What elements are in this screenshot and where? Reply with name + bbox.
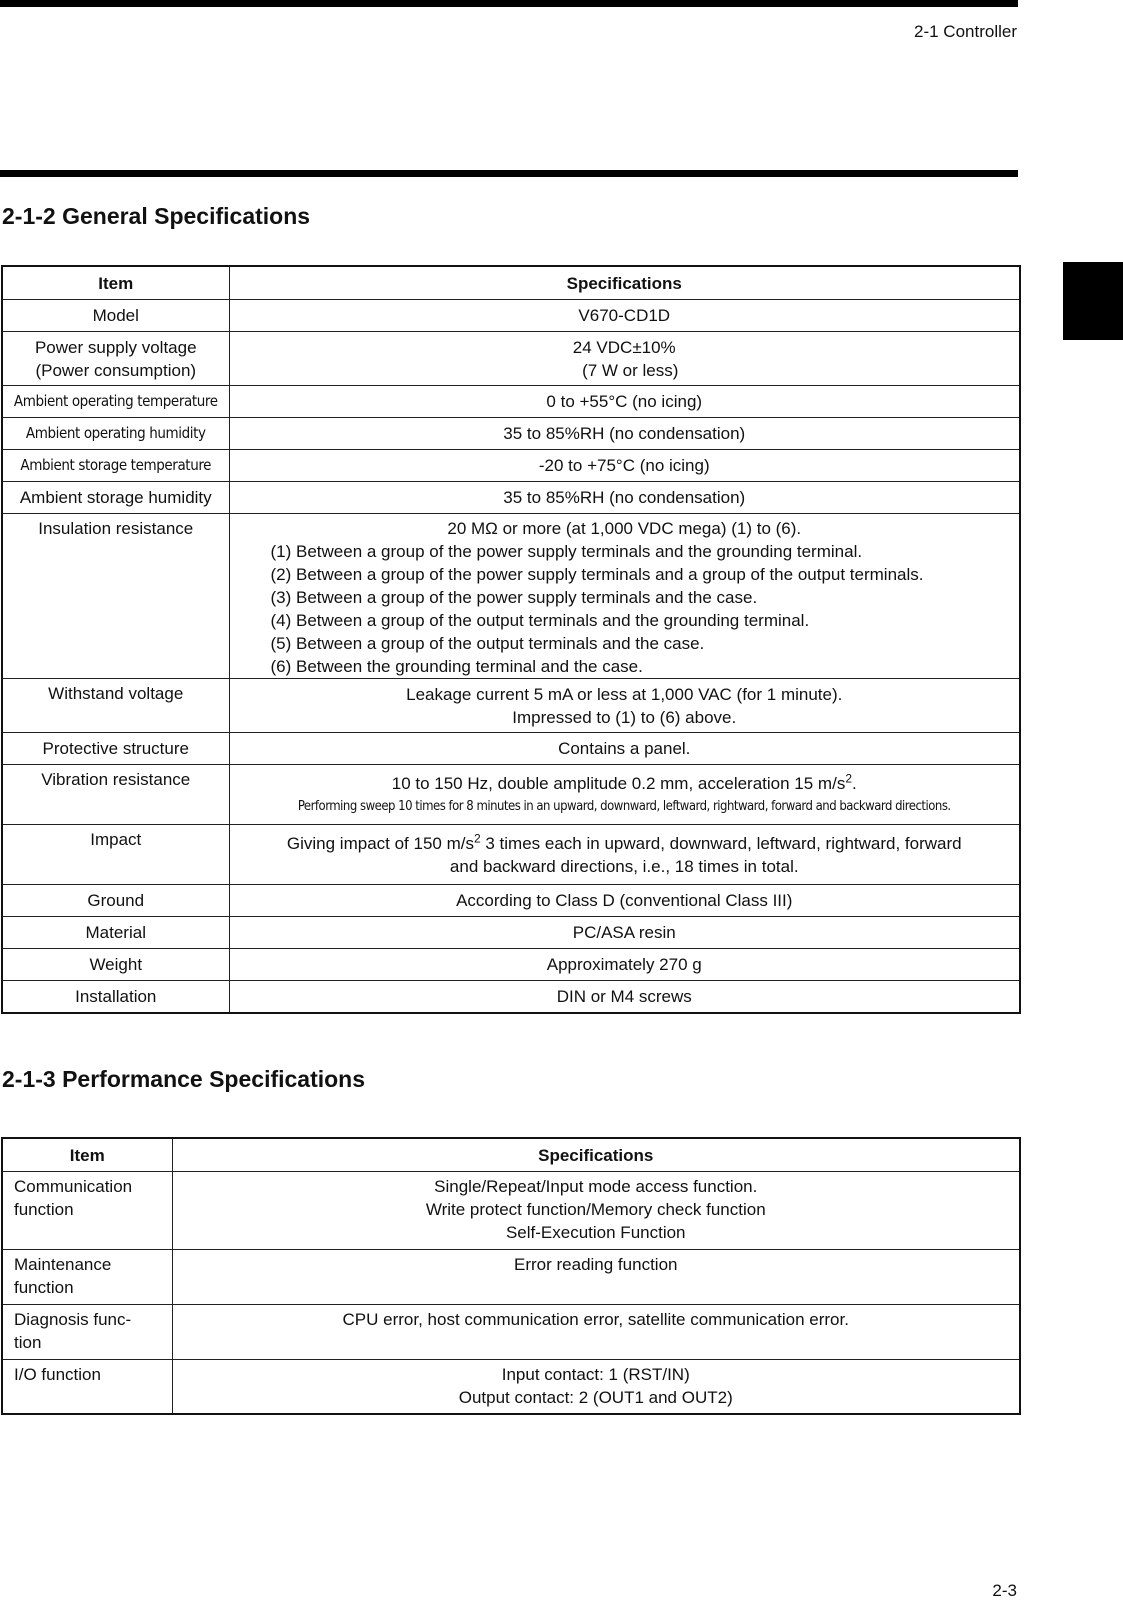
row-spec: 35 to 85%RH (no condensation) xyxy=(229,482,1020,514)
row-spec: 35 to 85%RH (no condensation) xyxy=(229,418,1020,450)
row-item: Ground xyxy=(2,885,229,917)
row-item-line: Diagnosis func- xyxy=(14,1310,132,1329)
table-row xyxy=(2,825,1020,885)
row-spec: 0 to +55°C (no icing) xyxy=(229,386,1020,418)
table-header-row xyxy=(2,1138,1020,1172)
list-item: (1) Between a group of the power supply terminals and the grounding terminal. xyxy=(270,542,863,561)
table-row xyxy=(2,1172,1020,1250)
insulation-list xyxy=(230,540,1020,678)
row-spec: Error reading function xyxy=(172,1250,1020,1305)
col-header-spec: Specifications xyxy=(229,266,1020,300)
table-row xyxy=(2,765,1020,825)
row-item: Ambient storage temperature xyxy=(2,450,229,482)
row-spec-line: Output contact: 2 (OUT1 and OUT2) xyxy=(458,1388,733,1407)
row-spec: PC/ASA resin xyxy=(229,917,1020,949)
row-spec-line: Input contact: 1 (RST/IN) xyxy=(501,1365,690,1384)
table-row xyxy=(2,514,1020,679)
list-item: (4) Between a group of the output terminals and the grounding terminal. xyxy=(270,611,810,630)
running-header: 2-1 Controller xyxy=(914,22,1017,41)
row-spec-line: Write protect function/Memory check function xyxy=(425,1200,766,1219)
row-item: Material xyxy=(2,917,229,949)
row-spec: CPU error, host communication error, satellite communication error. xyxy=(172,1305,1020,1360)
table-row xyxy=(2,733,1020,765)
col-header-item: Item xyxy=(2,266,229,300)
row-item: Protective structure xyxy=(2,733,229,765)
row-spec-line: Performing sweep 10 times for 8 minutes in an upward, downward, leftward, rightward, forward and backward directions. xyxy=(297,798,951,814)
row-item: Installation xyxy=(2,981,229,1013)
performance-specs-title: 2-1-3 Performance Specifications xyxy=(2,1066,366,1092)
row-spec xyxy=(229,765,1020,825)
list-item: (3) Between a group of the power supply terminals and the case. xyxy=(270,588,758,607)
row-item-line: function xyxy=(14,1278,74,1297)
row-spec-line: Leakage current 5 mA or less at 1,000 VAC (for 1 minute). xyxy=(406,684,843,704)
row-spec-line: Impressed to (1) to (6) above. xyxy=(512,707,737,727)
row-spec-line: Giving impact of 150 $m/s^2$ 3 times each in upward, downward, leftward, rightward, forward xyxy=(286,830,962,853)
row-spec xyxy=(172,1360,1020,1414)
row-item xyxy=(2,332,229,386)
table-row xyxy=(2,482,1020,514)
table-header-row xyxy=(2,266,1020,300)
row-spec: V670-CD1D xyxy=(229,300,1020,332)
row-item xyxy=(2,1305,172,1360)
row-spec-line: Single/Repeat/Input mode access function. xyxy=(434,1177,758,1196)
row-spec-line: 10 to 150 Hz, double amplitude 0.2 mm, acceleration 15 $m/s^2$. xyxy=(391,770,857,793)
row-item xyxy=(2,1250,172,1305)
row-spec xyxy=(229,679,1020,733)
table-row xyxy=(2,300,1020,332)
general-specs-table xyxy=(1,265,1021,1014)
row-item: Insulation resistance xyxy=(2,514,229,679)
row-spec-line: 20 MΩ or more (at 1,000 VDC mega) (1) to (6). xyxy=(447,519,802,538)
table-row xyxy=(2,679,1020,733)
row-item-line: Communication xyxy=(14,1177,133,1196)
row-item: Model xyxy=(2,300,229,332)
row-spec: Contains a panel. xyxy=(229,733,1020,765)
row-item xyxy=(2,1172,172,1250)
row-spec-line: Self-Execution Function xyxy=(505,1223,686,1242)
row-spec xyxy=(229,514,1020,679)
table-row xyxy=(2,1250,1020,1305)
list-item: (5) Between a group of the output terminals and the case. xyxy=(270,634,705,653)
row-spec: Approximately 270 g xyxy=(229,949,1020,981)
row-spec xyxy=(229,825,1020,885)
row-spec-line: 24 VDC±10% xyxy=(572,337,676,357)
table-row xyxy=(2,917,1020,949)
row-item-line: function xyxy=(14,1200,74,1219)
top-rule xyxy=(0,0,1018,7)
table-row xyxy=(2,1360,1020,1414)
table-row xyxy=(2,1305,1020,1360)
row-item-line: Power supply voltage xyxy=(34,337,197,357)
page-number: 2-3 xyxy=(992,1581,1017,1600)
list-item: (6) Between the grounding terminal and the case. xyxy=(270,657,643,676)
row-item: Vibration resistance xyxy=(2,765,229,825)
chapter-thumb-tab xyxy=(1063,262,1123,340)
general-specs-title: 2-1-2 General Specifications xyxy=(2,203,311,229)
col-header-item: Item xyxy=(2,1138,172,1172)
row-item: Withstand voltage xyxy=(2,679,229,733)
table-row xyxy=(2,386,1020,418)
row-spec-line: (7 W or less) xyxy=(582,360,679,380)
row-item: Ambient operating temperature xyxy=(2,386,229,418)
row-item: Impact xyxy=(2,825,229,885)
performance-specs-table xyxy=(1,1137,1021,1415)
col-header-spec: Specifications xyxy=(172,1138,1020,1172)
table-row xyxy=(2,332,1020,386)
list-item: (2) Between a group of the power supply terminals and a group of the output terminals. xyxy=(270,565,924,584)
row-spec xyxy=(229,332,1020,386)
row-item: I/O function xyxy=(2,1360,172,1414)
table-row xyxy=(2,418,1020,450)
row-item-line: (Power consumption) xyxy=(35,360,197,380)
row-item: Ambient operating humidity xyxy=(2,418,229,450)
row-spec: -20 to +75°C (no icing) xyxy=(229,450,1020,482)
table-row xyxy=(2,885,1020,917)
table-row xyxy=(2,981,1020,1013)
table-row xyxy=(2,450,1020,482)
row-spec: DIN or M4 screws xyxy=(229,981,1020,1013)
row-item: Weight xyxy=(2,949,229,981)
table-row xyxy=(2,949,1020,981)
row-item-line: tion xyxy=(14,1333,42,1352)
row-item: Ambient storage humidity xyxy=(2,482,229,514)
row-item-line: Maintenance xyxy=(14,1255,112,1274)
row-spec-line: and backward directions, i.e., 18 times in total. xyxy=(449,856,799,876)
section-rule xyxy=(0,170,1018,177)
row-spec: According to Class D (conventional Class III) xyxy=(229,885,1020,917)
row-spec xyxy=(172,1172,1020,1250)
